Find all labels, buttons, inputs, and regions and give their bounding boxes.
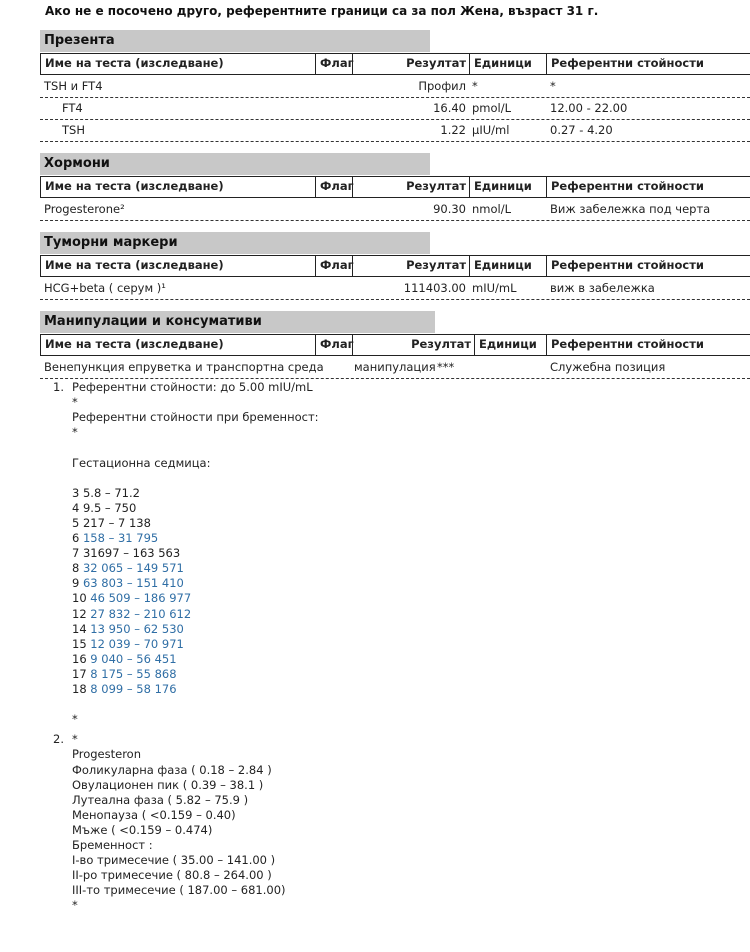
footnote-line: * (72, 425, 78, 440)
footnote-line: * (72, 898, 78, 913)
table-row (40, 76, 750, 98)
section-title-hormoni: Хормони (40, 153, 430, 175)
table-row (40, 98, 750, 120)
test-name: Progesterone² (44, 202, 125, 216)
table-row (40, 120, 750, 142)
table-row (40, 357, 750, 379)
week-range: 9.5 – 750 (82, 500, 137, 515)
section-title-manipulations: Манипулации и консумативи (40, 311, 435, 333)
week-range: 217 – 7 138 (82, 515, 151, 530)
footnote-line: * (72, 732, 78, 747)
footnote-number: 2. (53, 732, 64, 747)
test-result: Профил (418, 79, 466, 93)
test-ref: 12.00 - 22.00 (550, 101, 628, 115)
test-ref: Виж забележка под черта (550, 202, 711, 216)
test-name: Венепункция епруветка и транспортна среда (44, 360, 324, 374)
week-number: 10 (72, 591, 91, 606)
header-units: Единици (474, 335, 546, 355)
header-name: Име на теста (изследване) (40, 256, 315, 276)
test-units: pmol/L (472, 101, 512, 115)
test-result: 90.30 (433, 202, 466, 216)
week-range[interactable]: 63 803 – 151 410 (82, 576, 184, 591)
week-number: 5 (72, 515, 83, 530)
header-result: Резултат (352, 335, 474, 355)
footnote-line: Фоликуларна фаза ( 0.18 – 2.84 ) (72, 762, 272, 777)
week-range: 31697 – 163 563 (82, 546, 181, 561)
header-result: Резултат (352, 54, 469, 74)
week-number: 17 (72, 666, 91, 681)
test-units: nmol/L (472, 202, 512, 216)
header-ref: Референтни стойности (546, 256, 750, 276)
week-range[interactable]: 13 950 – 62 530 (90, 621, 184, 636)
header-ref: Референтни стойности (546, 54, 750, 74)
table-header (40, 255, 750, 277)
gestation-week-row (72, 607, 191, 622)
footnote-line: III-то тримесечие ( 187.00 – 681.00) (72, 883, 286, 898)
week-number: 6 (72, 531, 83, 545)
footnote-line: I-во тримесечие ( 35.00 – 141.00 ) (72, 853, 276, 868)
week-number: 7 (72, 546, 83, 561)
gestation-week-row (72, 486, 140, 501)
header-ref: Референтни стойности (546, 335, 750, 355)
gestation-week-row (72, 652, 177, 667)
week-range[interactable]: 158 – 31 795 (82, 531, 159, 545)
week-range[interactable]: 46 509 – 186 977 (90, 591, 192, 606)
week-range[interactable]: 12 039 – 70 971 (90, 636, 184, 651)
test-units: µIU/ml (472, 123, 510, 137)
test-result: 1.22 (440, 123, 466, 137)
week-range[interactable]: 8 175 – 55 868 (90, 666, 177, 681)
footnote-number: 1. (53, 380, 64, 394)
week-number: 16 (72, 651, 91, 666)
header-result: Резултат (352, 256, 469, 276)
week-range: 5.8 – 71.2 (82, 485, 140, 500)
footnote-line: Менопауза ( <0.159 – 0.40) (72, 807, 236, 822)
test-ref: Служебна позиция (550, 360, 666, 374)
week-range[interactable]: 27 832 – 210 612 (90, 606, 192, 621)
footnote-line: Референтни стойности: до 5.00 mIU/mL (72, 380, 313, 394)
table-header (40, 176, 750, 198)
header-units: Единици (469, 54, 546, 74)
header-flag: Флаг (315, 54, 352, 74)
gestation-week-row (72, 591, 191, 606)
footnote-line: Лутеална фаза ( 5.82 – 75.9 ) (72, 792, 249, 807)
footnote-line: * (72, 712, 78, 727)
week-number: 4 (72, 500, 83, 515)
header-flag: Флаг (315, 335, 352, 355)
header-name: Име на теста (изследване) (40, 177, 315, 197)
header-ref: Референтни стойности (546, 177, 750, 197)
test-units: mIU/mL (472, 281, 517, 295)
gestation-week-row (72, 561, 184, 576)
week-number: 3 (72, 485, 83, 500)
test-name: TSH (62, 123, 85, 137)
gestation-week-row (72, 516, 151, 531)
header-units: Единици (469, 256, 546, 276)
header-result: Резултат (352, 177, 469, 197)
test-name: FT4 (62, 101, 83, 115)
footnote-line: Мъже ( <0.159 – 0.474) (72, 822, 213, 837)
report-intro: Ако не е посочено друго, референтните граници са за пол Жена, възраст 31 г. (45, 4, 599, 18)
week-number: 12 (72, 606, 91, 621)
header-flag: Флаг (315, 177, 352, 197)
test-ref: виж в забележка (550, 281, 655, 295)
week-number: 9 (72, 576, 83, 591)
test-result: манипулация (354, 360, 436, 374)
test-result: 111403.00 (403, 281, 466, 295)
week-number: 18 (72, 682, 91, 696)
section-title-prezenta: Презента (40, 30, 430, 52)
week-number: 8 (72, 561, 83, 576)
gestation-week-row (72, 667, 177, 682)
section-title-tumor-markers: Туморни маркери (40, 232, 430, 254)
test-units: * (472, 79, 478, 93)
test-ref: 0.27 - 4.20 (550, 123, 613, 137)
header-name: Име на теста (изследване) (40, 54, 315, 74)
gestation-week-row (72, 637, 184, 652)
footnote-line: Референтни стойности при бременност: (72, 410, 319, 425)
table-row (40, 199, 750, 221)
gestation-week-row (72, 622, 184, 637)
footnote-line: Бременност : (72, 838, 153, 852)
test-name: HCG+beta ( серум )¹ (44, 281, 166, 295)
test-result: 16.40 (433, 101, 466, 115)
gestation-week-row (72, 546, 180, 561)
test-name: TSH и FT4 (44, 79, 103, 93)
table-header (40, 53, 750, 75)
table-row (40, 278, 750, 300)
header-flag: Флаг (315, 256, 352, 276)
footnote-line: Овулационен пик ( 0.39 – 38.1 ) (72, 777, 264, 792)
gestation-week-row (72, 576, 184, 591)
week-range[interactable]: 8 099 – 58 176 (90, 682, 177, 696)
week-number: 15 (72, 636, 91, 651)
header-name: Име на теста (изследване) (40, 335, 315, 355)
footnote-line: Гестационна седмица: (72, 455, 211, 470)
footnote-line: II-ро тримесечие ( 80.8 – 264.00 ) (72, 868, 272, 883)
gestation-week-row (72, 531, 158, 546)
test-ref: * (550, 79, 556, 93)
week-number: 14 (72, 621, 91, 636)
week-range[interactable]: 9 040 – 56 451 (90, 651, 177, 666)
table-header (40, 334, 750, 356)
footnote-line: Progesteron (72, 747, 141, 762)
gestation-week-row (72, 682, 177, 697)
test-units: *** (437, 360, 455, 374)
week-range[interactable]: 32 065 – 149 571 (82, 561, 184, 576)
footnote-line: * (72, 395, 78, 410)
header-units: Единици (469, 177, 546, 197)
gestation-week-row (72, 501, 136, 516)
